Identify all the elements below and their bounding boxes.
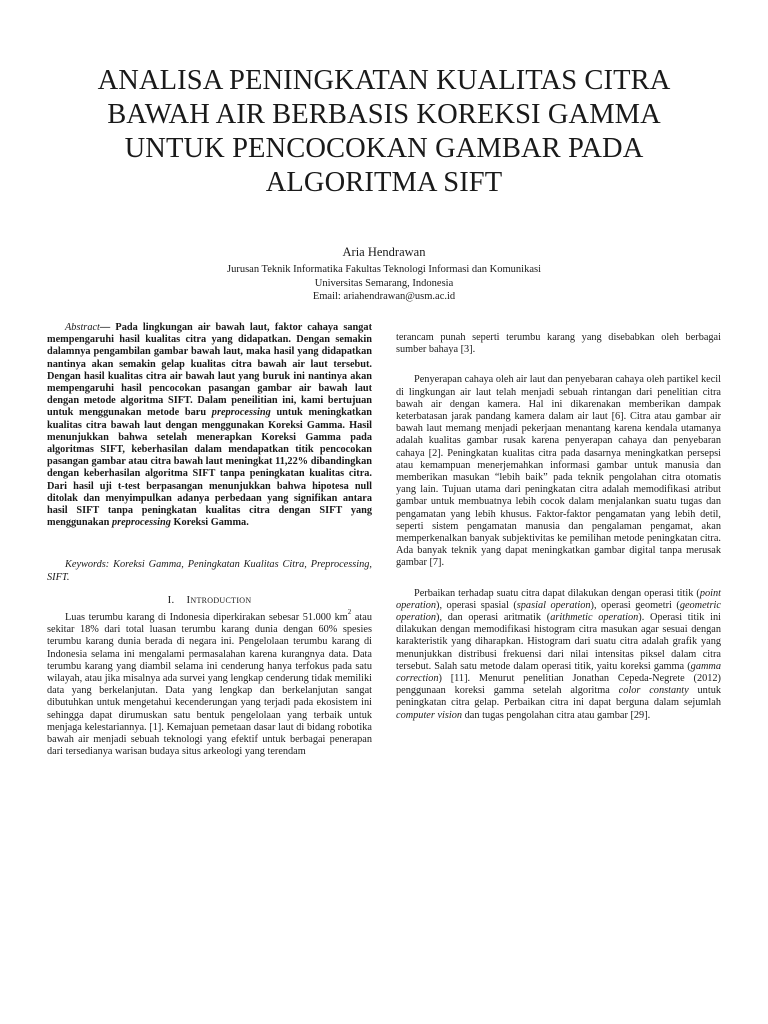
intro-paragraph-3 bbox=[396, 588, 721, 722]
right-column bbox=[396, 332, 721, 722]
p3-italic-1: point operation bbox=[396, 587, 721, 611]
abstract-text-2: untuk meningkatkan kualitas citra bawah laut dengan menggunakan Koreksi Gamma. Hasil menunjukkan bahwa setelah menerapkan Koreksi Gamma pada algoritmas SIFT, keberhasilan dalam mendapatkan titik pencocokan pasangan gambar atau citra bawah laut meningkat 11,22% dibandingkan dengan keberhasilan algoritma SIFT tanpa peningkatan kualitas citra. Dari hasil uji t-test berpasangan menunjukkan bahwa hipotesa null ditolak dan menyimpulkan adanya perbedaan yang signifikan antara hasil SIFT tanpa peningkatan kualitas citra dengan SIFT yang menggunakan bbox=[47, 407, 373, 529]
p3-text-b: ), operasi spasial ( bbox=[436, 599, 517, 611]
section-heading-introduction bbox=[47, 594, 372, 606]
superscript-2: 2 bbox=[347, 608, 352, 617]
p3-italic-5: gamma correction bbox=[396, 660, 721, 685]
p3-text-e: ). Operasi titik ini dilakukan dengan memodifikasi histogram citra masukan agar sesuai dengan karakteristik yang diharapkan. Histogram dari suatu citra adalah grafik yang menunjukkan distribusi frekuensi dari nilai intensitas piksel dalam citra tersebut. Salah satu metode dalam operasi titik, yaitu koreksi gamma ( bbox=[396, 612, 721, 672]
p3-italic-2: spasial operation bbox=[516, 599, 591, 611]
abstract bbox=[47, 322, 372, 529]
author-name: Aria Hendrawan bbox=[342, 245, 426, 259]
section-title: Introduction bbox=[186, 593, 252, 606]
affiliation-line-1: Jurusan Teknik Informatika Fakultas Teknologi Informasi dan Komunikasi bbox=[227, 264, 541, 275]
paper-title: ANALISA PENINGKATAN KUALITAS CITRA BAWAH AIR BERBASIS KOREKSI GAMMA UNTUK PENCOCOKAN GAMBAR PADA ALGORITMA SIFT bbox=[97, 65, 671, 198]
intro-text-b: atau sekitar 18% dari total luasan terumbu karang dunia dengan 60% spesies terumbu karang dunia berada di negara ini. Pengelolaan terumbu karang di Indonesia selama ini mengalami permasalahan karena kurangnya data. Data terumbu karang yang diambil selama ini cenderung hanya terfokus pada satu wilayah, atau jika misalnya ada survei yang lengkap cenderung tidak memiliki data yang berkelanjutan. Data yang lengkap dan berkelanjutan sangat dibutuhkan untuk mengetahui kecenderungan yang terjadi pada ekosistem ini sehingga dapat dirumuskan satu bentuk pengelolaan yang terbaik untuk menjaga kelestariannya. [1]. Kemajuan pemetaan dasar laut di bidang robotika bawah air menjadi sebuah teknologi yang efektif untuk berbagai penerapan dari tersedianya warisan budaya situs arkeologi yang terendam bbox=[47, 612, 372, 758]
p3-text-d: ), dan operasi aritmatik ( bbox=[436, 612, 551, 624]
p3-text-h: dan tugas pengolahan citra atau gambar [29]. bbox=[462, 709, 651, 721]
abstract-label: Abstract bbox=[65, 322, 100, 333]
p3-italic-7: computer vision bbox=[396, 709, 463, 721]
abstract-italic-1: preprocessing bbox=[211, 407, 271, 419]
intro-paragraph-2: Penyerapan cahaya oleh air laut dan penyebaran cahaya oleh partikel kecil di lingkungan air laut telah menjadi sebuah rintangan dari penelitian citra bawah air dengan kamera. Hal ini dikarenakan memberikan dampak keterbatasan jarak pandang kamera dalam air laut [6]. Citra atau gambar air bawah laut memang menjadi pekerjaan menantang karena kendala utamanya adalah kualitas gambar rusak karena penyerapan cahaya dan penyebaran cahaya [2]. Peningkatan kualitas citra pada dasarnya meningkatkan persepsi atau kemampuan menerjemahkan informasi gambar untuk manusia dan memberikan masukan “lebih baik” pada teknik pengolahan citra otomatis yang lain. Tujuan utama dari peningkatan citra adalah memodifikasi atribut gambar untuk membuatnya lebih cocok dalam menjalankan suatu tugas dan pengamatan yang lebih khusus. Faktor-faktor pengamatan yang lebih detil, seperti sistem pengamatan manusia dan pengalaman pengamat, akan memperkenalkan banyak subjektivitas ke pemilihan metode peningkatan citra. Ada banyak teknik yang dapat meningkatkan gambar digital tanpa merusak gambar [7]. bbox=[396, 374, 721, 569]
p3-text-a: Perbaikan terhadap suatu citra dapat dilakukan dengan operasi titik ( bbox=[414, 587, 700, 599]
intro-text-a: Luas terumbu karang di Indonesia diperkirakan sebesar 51.000 km bbox=[65, 612, 348, 624]
p3-text-f: ) [11]. Menurut penelitian Jonathan Cepeda-Negrete (2012) penggunaan koreksi gamma setelah algoritma bbox=[396, 673, 721, 697]
author-email: Email: ariahendrawan@usm.ac.id bbox=[312, 291, 456, 302]
p3-text-c: ), operasi geometri ( bbox=[590, 599, 680, 611]
section-number: I. bbox=[167, 593, 175, 606]
p3-italic-3: geometric operation bbox=[396, 599, 721, 624]
keywords: Keywords: Koreksi Gamma, Peningkatan Kualitas Citra, Preprocessing, SIFT. bbox=[47, 559, 372, 583]
intro-paragraph-1 bbox=[47, 608, 372, 758]
intro-continued-paragraph: terancam punah seperti terumbu karang yang disebabkan oleh berbagai sumber bahaya [3]. bbox=[396, 332, 721, 356]
left-column bbox=[47, 322, 372, 759]
author-block bbox=[100, 244, 668, 304]
abstract-italic-2: preprocessing bbox=[111, 517, 171, 529]
p3-italic-6: color constanty bbox=[618, 685, 689, 697]
abstract-dash: — bbox=[99, 322, 116, 333]
abstract-text-1: Pada lingkungan air bawah laut, faktor cahaya sangat mempengaruhi hasil kualitas citra yang didapatkan. Dengan semakin dalamnya pengambilan gambar bawah laut, maka hasil yang didapatkan nantinya akan semakin gelap kualitas citra bawah air laut tersebut. Dengan hasil kualitas citra air bawah laut yang buruk ini nantinya akan mempengaruhi hasil pencocokan pasangan gambar air bawah laut dengan metode algoritma SIFT. Dalam peneilitian ini, kami bertujuan untuk menggunakan metode baru bbox=[47, 322, 372, 419]
abstract-text-3: Koreksi Gamma. bbox=[170, 517, 249, 529]
affiliation-line-2: Universitas Semarang, Indonesia bbox=[314, 277, 454, 289]
p3-text-g: untuk peningkatan citra gelap. Perbaikan citra ini dapat berguna dalam sejumlah bbox=[396, 685, 721, 709]
p3-italic-4: arithmetic operation bbox=[550, 612, 639, 624]
